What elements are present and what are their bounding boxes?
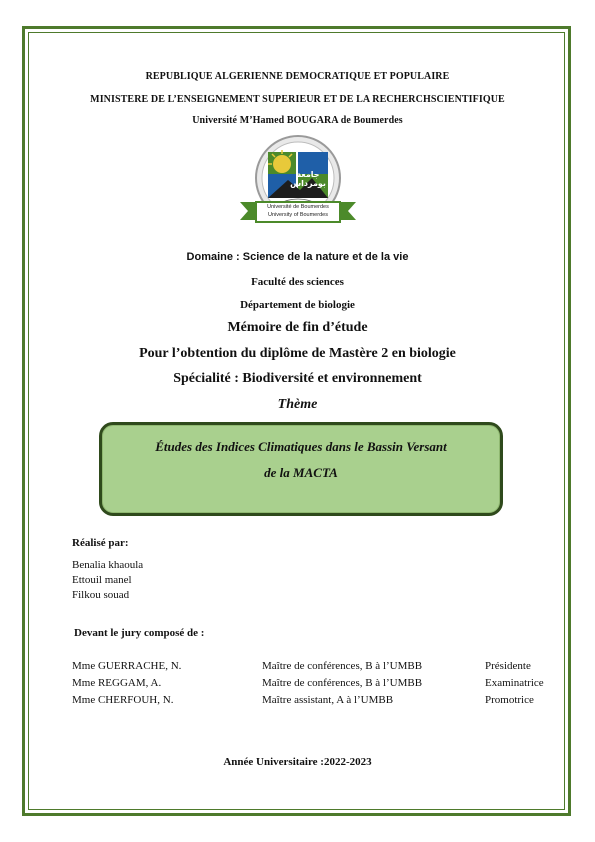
jury-label: Devant le jury composé de : bbox=[74, 627, 205, 639]
header-ministry: MINISTERE DE L’ENSEIGNEMENT SUPERIEUR ET DE LA RECHERCHSCIENTIFIQUE bbox=[90, 94, 505, 105]
author-name: Benalia khaoula bbox=[72, 559, 144, 571]
diploma-line: Pour l’obtention du diplôme de Mastère 2 en biologie bbox=[139, 346, 456, 361]
thesis-title-box bbox=[99, 422, 503, 516]
authors-label: Réalisé par: bbox=[72, 537, 129, 549]
jury-member-grade: Maître de conférences, B à l’UMBB bbox=[262, 677, 423, 689]
jury-member-grade: Maître de conférences, B à l’UMBB bbox=[262, 660, 423, 672]
jury-member-name: Mme CHERFOUH, N. bbox=[72, 694, 174, 706]
header-university: Université M’Hamed BOUGARA de Boumerdes bbox=[192, 115, 403, 126]
author-name: Filkou souad bbox=[72, 589, 130, 601]
academic-year: Année Universitaire :2022-2023 bbox=[223, 756, 372, 768]
department-line: Département de biologie bbox=[240, 299, 355, 311]
domain-line: Domaine : Science de la nature et de la vie bbox=[186, 251, 409, 263]
memoire-line: Mémoire de fin d’étude bbox=[227, 320, 368, 335]
jury-member-name: Mme GUERRACHE, N. bbox=[72, 660, 182, 672]
speciality-line: Spécialité : Biodiversité et environnement bbox=[173, 371, 422, 386]
theme-label: Thème bbox=[277, 397, 318, 412]
jury-member-role: Examinatrice bbox=[485, 677, 544, 689]
jury-member-name: Mme REGGAM, A. bbox=[72, 677, 162, 689]
logo-banner-text-fr: Université de Boumerdes bbox=[267, 204, 329, 210]
jury-member-role: Promotrice bbox=[485, 694, 534, 706]
faculty-line: Faculté des sciences bbox=[251, 276, 344, 288]
author-name: Ettouil manel bbox=[72, 574, 132, 586]
jury-member-grade: Maître assistant, A à l’UMBB bbox=[262, 694, 394, 706]
logo-arabic-text: جامعة بومرداس bbox=[290, 170, 326, 188]
thesis-title-line1: Études des Indices Climatiques dans le Bassin Versant bbox=[155, 439, 447, 454]
jury-member-role: Présidente bbox=[485, 660, 531, 672]
university-logo bbox=[238, 134, 358, 234]
header-republic: REPUBLIQUE ALGERIENNE DEMOCRATIQUE ET POPULAIRE bbox=[145, 71, 450, 82]
logo-banner-text-en: University of Boumerdes bbox=[268, 212, 328, 218]
thesis-title-line2: de la MACTA bbox=[264, 465, 338, 480]
